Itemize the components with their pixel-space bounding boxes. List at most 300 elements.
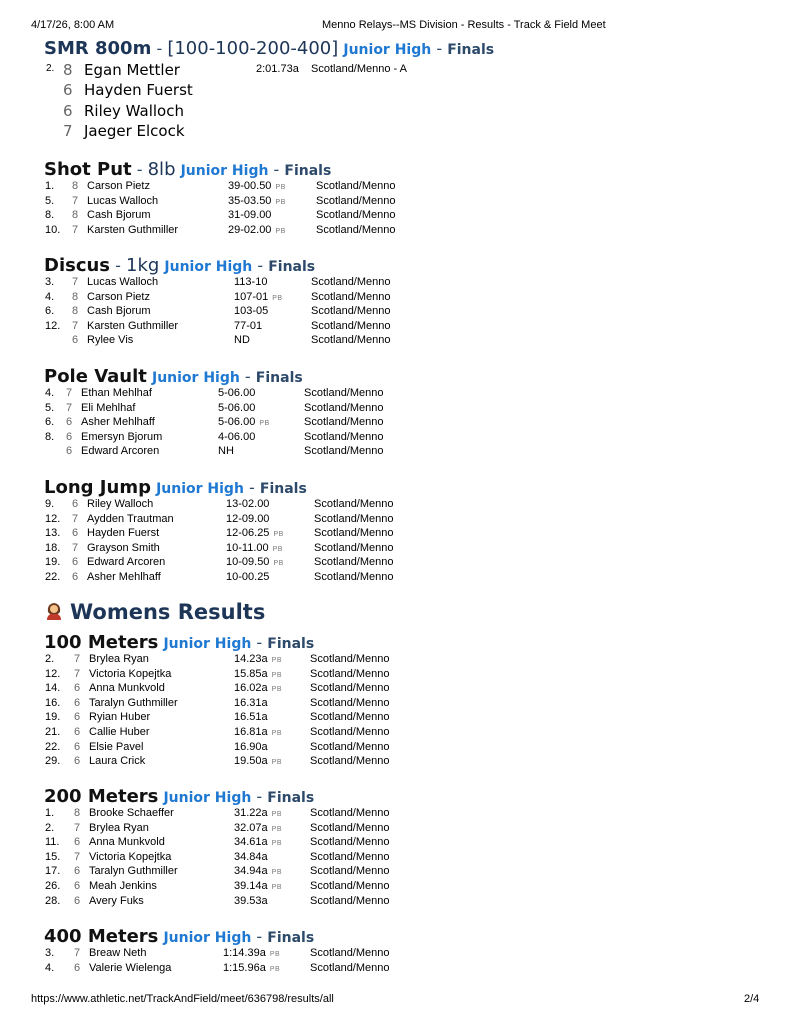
result-row [0,334,500,348]
event-title [44,38,494,59]
event-title [44,159,331,180]
result-row [0,653,500,667]
team: Scotland/Menno [310,667,390,680]
team: Scotland/Menno [310,740,390,753]
grade: 6 [63,81,73,99]
result-row [0,755,500,769]
place: 14. [45,682,61,695]
athlete-name: Ryian Huber [89,711,151,724]
place: 22. [45,740,61,753]
mark [234,851,268,863]
result-row [0,851,500,865]
place: 15. [45,850,61,863]
result-row [0,320,500,334]
event-name: Pole Vault [44,366,147,387]
team: Scotland/Menno [310,807,390,819]
relay-legs: [100-100-200-400] [167,38,339,59]
grade: 6 [74,740,81,753]
place: 5. [45,401,55,414]
team: Scotland/Menno [310,696,390,709]
athlete-name: Karsten Guthmiller [87,223,179,236]
place: 26. [45,880,61,892]
result-row [0,402,500,416]
place: 28. [45,894,61,907]
relay-runner [63,61,180,81]
result-row [0,195,500,209]
team: Scotland/Menno [311,290,391,303]
relay-result-row [0,63,500,77]
mark-value: 107-01 [234,290,269,303]
mark [234,305,268,317]
athlete-name: Cash Bjorum [87,209,151,222]
relay-runner [63,81,193,101]
event-level: Junior High [151,370,240,386]
event-level: Junior High [163,636,252,652]
result-row [0,527,500,541]
athlete-name: Emersyn Bjorum [81,430,163,443]
mark-value: 1:15.96a [223,961,266,974]
mark-value: 103-05 [234,305,269,318]
result-row [0,962,500,976]
team: Scotland/Menno [314,498,394,510]
result-row [0,822,500,836]
grade: 6 [63,102,73,120]
mark [218,445,234,457]
mark-value: 10-00.25 [226,571,270,583]
mark-value: 12-06.25 [226,527,270,540]
event-spec: 1kg [126,255,160,276]
result-row [0,291,500,305]
pb-badge: PB [273,560,284,568]
event-level: Junior High [156,481,244,497]
result-row [0,224,500,238]
mark-value: 19.50a [234,755,268,768]
grade: 7 [72,512,79,525]
title-dash: - [256,633,263,652]
mark [234,320,262,332]
result-row [0,895,500,909]
event-name: SMR 800m [44,38,152,59]
grade: 8 [72,305,79,318]
event-title [44,632,314,653]
mark-value: 39.53a [234,894,268,907]
place: 3. [45,947,55,959]
event-name: 400 Meters [44,926,159,947]
pb-badge: PB [271,825,282,833]
team: Scotland/Menno [310,711,390,724]
result-row [0,387,500,401]
mark-value: 15.85a [234,667,268,680]
event-round: Finals [267,790,315,806]
team: Scotland/Menno [310,726,390,738]
event-title [44,255,315,276]
mark-value: 16.02a [234,682,268,695]
mark [234,291,283,303]
result-row [0,741,500,755]
place: 18. [45,541,61,554]
mark [218,402,255,414]
mark [234,726,282,738]
pb-badge: PB [271,730,282,737]
place: 12. [45,667,61,680]
place: 17. [45,865,61,878]
mark [223,947,280,959]
mark-value: 34.84a [234,850,268,863]
print-url: https://www.athletic.net/TrackAndField/meet/636798/results/all [31,993,334,1005]
grade: 7 [72,276,79,288]
title-dash: - [256,787,263,806]
mark-value: 32.07a [234,821,268,834]
result-row [0,180,500,194]
grade: 7 [66,401,73,414]
mark [234,276,267,288]
place: 22. [45,571,61,583]
result-row [0,416,500,430]
event-level: Junior High [180,163,269,179]
mark-value: 10-09.50 [226,556,270,569]
grade: 8 [72,180,79,192]
event-name: Shot Put [44,159,132,180]
mark-value: 12-09.00 [226,512,270,525]
grade: 8 [72,209,79,222]
pb-badge: PB [272,294,283,302]
team: Scotland/Menno [316,223,396,236]
place: 5. [45,194,55,207]
mark: 2:01.73a [256,63,299,75]
event-round: Finals [255,370,303,386]
team: Scotland/Menno [304,430,384,443]
mark-value: 35-03.50 [228,194,272,207]
athlete-name: Anna Munkvold [89,836,165,849]
event-title [44,366,303,387]
grade: 6 [74,836,81,849]
grade: 6 [74,894,81,907]
team: Scotland/Menno [311,334,391,347]
mark-value: 5-06.00 [218,401,256,414]
result-row [0,513,500,527]
team: Scotland/Menno [310,850,390,863]
team: Scotland/Menno [310,755,390,768]
mark [234,711,268,723]
team: Scotland/Menno [310,836,390,849]
grade: 7 [63,122,73,140]
athlete-name: Laura Crick [89,755,146,768]
grade: 6 [72,571,79,583]
mark [226,513,269,525]
athlete-name: Aydden Trautman [87,512,174,525]
pb-badge: PB [271,759,282,767]
mark [234,653,282,665]
grade: 7 [72,194,79,207]
grade: 6 [74,755,81,768]
title-dash: - [156,39,163,58]
mark [228,195,286,207]
athlete-name: Lucas Walloch [87,276,159,288]
place: 8. [45,430,55,443]
mark-value: ND [234,334,250,347]
pb-badge: PB [271,884,282,891]
team: Scotland/Menno [314,527,394,540]
athlete-name: Callie Huber [89,726,150,738]
mark-value: 34.61a [234,836,268,849]
place: 6. [45,416,55,429]
place: 2. [45,821,55,834]
grade: 7 [74,667,81,680]
result-row [0,697,500,711]
result-row [0,542,500,556]
place: 19. [45,711,61,724]
result-row [0,209,500,223]
team: Scotland/Menno [310,865,390,878]
grade: 6 [74,696,81,709]
grade: 6 [72,527,79,540]
mark-value: 113-10 [234,276,268,288]
team: Scotland/Menno [304,387,384,399]
result-row [0,865,500,879]
mark [223,962,280,974]
place: 12. [45,319,61,332]
mark [234,895,268,907]
athlete-name: Valerie Wielenga [89,961,172,974]
result-row [0,682,500,696]
event-round: Finals [267,930,315,946]
result-row [0,668,500,682]
title-dash: - [256,927,263,946]
athlete-name: Breaw Neth [89,947,147,959]
athlete-name: Asher Mehlhaff [81,416,155,429]
title-dash: - [136,160,143,179]
mark-value: NH [218,445,234,458]
team: Scotland/Menno [310,894,390,907]
grade: 7 [66,387,73,399]
event-level: Junior High [163,930,252,946]
result-row [0,711,500,725]
place: 6. [45,305,55,318]
athlete-name: Hayden Fuerst [87,527,160,540]
athlete-name: Cash Bjorum [87,305,151,318]
grade: 8 [74,807,81,819]
place: 19. [45,556,61,569]
pb-badge: PB [275,227,286,235]
athlete-name: Anna Munkvold [89,682,165,695]
athlete-name: Riley Walloch [84,102,184,120]
athlete-name: Edward Arcoren [87,556,166,569]
athlete-name: Taralyn Guthmiller [89,865,178,878]
athlete-name: Rylee Vis [87,334,134,347]
team: Scotland/Menno [316,180,396,192]
grade: 6 [74,726,81,738]
event-level: Junior High [163,790,252,806]
mark-value: 16.81a [234,726,268,738]
event-title [44,477,307,498]
athlete-name: Grayson Smith [87,541,160,554]
grade: 6 [66,416,73,429]
athlete-name: Victoria Kopejtka [89,850,172,863]
athlete-name: Karsten Guthmiller [87,319,179,332]
team: Scotland/Menno [310,947,390,959]
event-title [44,786,314,807]
pb-badge: PB [272,545,283,553]
mark [234,682,282,694]
grade: 7 [74,850,81,863]
athlete-name: Carson Pietz [87,180,150,192]
pb-badge: PB [271,671,282,679]
athlete-name: Ethan Mehlhaf [81,387,152,399]
grade: 8 [72,290,79,303]
event-name: 100 Meters [44,632,159,653]
grade: 6 [74,711,81,724]
team: Scotland/Menno - A [311,63,408,75]
place: 10. [45,223,61,236]
team: Scotland/Menno [310,682,390,695]
title-dash: - [244,367,251,386]
pb-badge: PB [269,965,281,973]
pb-badge: PB [269,951,281,958]
athlete-name: Elsie Pavel [89,740,144,753]
title-dash: - [115,256,121,275]
mark-value: 13-02.00 [226,498,270,510]
grade: 6 [74,865,81,878]
place: 13. [45,527,61,540]
team: Scotland/Menno [310,880,390,892]
mark-value: 39-00.50 [228,180,272,192]
mark [234,741,268,753]
result-row [0,498,500,512]
mark-value: 31-09.00 [228,209,272,222]
place: 16. [45,696,61,709]
athlete-name: Avery Fuks [89,894,144,907]
pb-badge: PB [275,184,286,191]
mark-value: 16.31a [234,696,268,709]
team: Scotland/Menno [314,541,394,554]
relay-runner [63,122,185,142]
title-dash: - [436,39,443,58]
mark-value: 16.90a [234,740,268,753]
mark [234,880,282,892]
team: Scotland/Menno [314,571,394,583]
team: Scotland/Menno [316,194,396,207]
mark [218,416,270,428]
event-name: Discus [44,255,111,276]
athlete-name: Jaeger Elcock [84,122,185,140]
grade: 6 [74,961,81,974]
athlete-name: Brooke Schaeffer [89,807,174,819]
result-row [0,305,500,319]
mark-value: 39.14a [234,880,268,892]
grade: 7 [74,653,81,665]
team: Scotland/Menno [310,961,390,974]
mark [228,180,286,192]
grade: 7 [74,821,81,834]
event-name: 200 Meters [44,786,159,807]
mark-value: 5-06.00 [218,387,256,399]
team: Scotland/Menno [311,276,391,288]
mark [234,865,282,877]
mark-value: 5-06.00 [218,416,256,429]
title-dash: - [273,160,280,179]
relay-runner [63,102,184,122]
result-row [0,276,500,290]
event-spec: 8lb [147,159,176,180]
pb-badge: PB [271,869,282,877]
pb-badge: PB [271,686,282,694]
event-level: Junior High [164,259,253,275]
result-row [0,445,500,459]
athlete-name: Hayden Fuerst [84,81,193,99]
athlete-name: Carson Pietz [87,290,150,303]
team: Scotland/Menno [311,305,391,318]
mark-value: 14.23a [234,653,268,665]
pb-badge: PB [271,840,282,848]
mark [218,431,255,443]
event-round: Finals [284,163,332,179]
athlete-name: Brylea Ryan [89,821,149,834]
mark [234,807,282,819]
athlete-name: Taralyn Guthmiller [89,696,178,709]
place: 4. [45,961,55,974]
grade: 6 [72,334,79,347]
pb-badge: PB [273,531,284,539]
mark [226,571,269,583]
team: Scotland/Menno [310,653,390,665]
athlete-name: Lucas Walloch [87,194,159,207]
result-row [0,571,500,585]
mark [226,498,269,510]
mark [228,224,286,236]
grade: 6 [66,430,73,443]
team: Scotland/Menno [314,512,394,525]
place: 3. [45,276,55,288]
mark [234,836,282,848]
mark-value: 77-01 [234,319,263,332]
athlete-name: Edward Arcoren [81,445,160,458]
mark-value: 4-06.00 [218,430,256,443]
event-round: Finals [259,481,307,497]
place: 9. [45,498,55,510]
pb-badge: PB [271,811,282,818]
grade: 6 [74,682,81,695]
athlete-name: Meah Jenkins [89,880,157,892]
mark [226,556,284,568]
place: 12. [45,512,61,525]
event-round: Finals [447,42,495,58]
place: 2. [45,653,55,665]
team: Scotland/Menno [311,319,391,332]
team: Scotland/Menno [304,445,384,458]
title-dash: - [249,478,255,497]
grade: 6 [74,880,81,892]
team: Scotland/Menno [314,556,394,569]
grade: 7 [72,319,79,332]
mark-value: 1:14.39a [223,947,266,959]
event-title [44,926,314,947]
pb-badge: PB [259,420,270,428]
athlete-name: Egan Mettler [84,61,180,79]
mark [218,387,255,399]
womens-heading-text: Womens Results [70,600,266,624]
woman-icon [44,601,64,621]
mark [234,755,282,767]
mark-value: 31.22a [234,807,268,819]
athlete-name: Riley Walloch [87,498,154,510]
team: Scotland/Menno [316,209,396,222]
grade: 7 [72,541,79,554]
mark [234,822,282,834]
result-row [0,947,500,961]
mark-value: 34.94a [234,865,268,878]
title-dash: - [257,256,264,275]
team: Scotland/Menno [304,416,384,429]
